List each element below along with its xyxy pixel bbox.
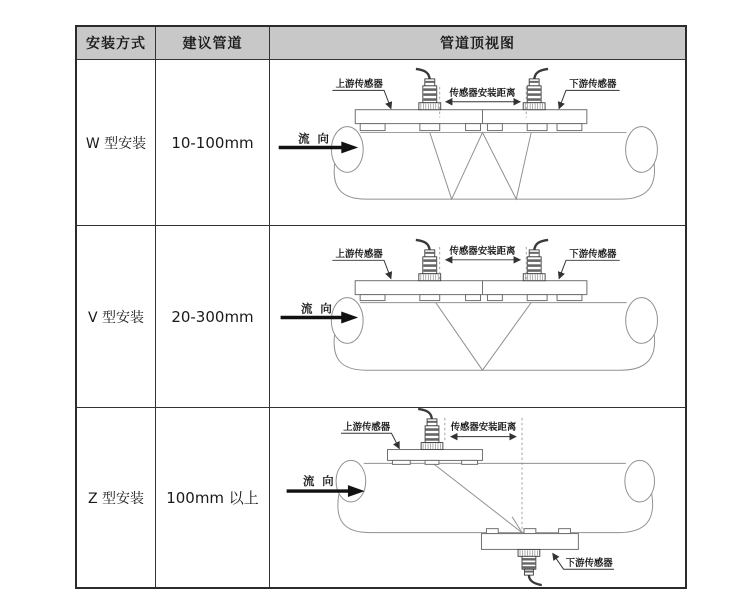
row-w-diagram-cell: [270, 60, 685, 226]
row-v-pipe-size-label: 20-300mm: [171, 307, 254, 326]
row-w-method-label: W 型安装: [85, 135, 147, 152]
row-v-diagram-cell: [270, 226, 685, 408]
flow-direction-label: 流 向: [298, 131, 331, 146]
header-install-method: [77, 27, 156, 60]
z-install-diagram: [270, 408, 685, 587]
upstream-leader-arrow: [341, 433, 399, 448]
pipe-outline: [331, 127, 657, 200]
pipe-right-end-cap: [626, 298, 658, 344]
header-install-method-label: 安装方式: [86, 36, 146, 52]
header-pipe-top-view: [270, 27, 685, 60]
upstream-sensor-glyph: [416, 69, 441, 110]
v-install-diagram: [270, 226, 685, 407]
row-w-method-cell: [77, 60, 156, 226]
downstream-sensor-label: 下游传感器: [569, 248, 617, 260]
mounting-rail: [355, 110, 587, 131]
row-z-method-label: Z 型安装: [87, 490, 145, 507]
downstream-sensor-label: 下游传感器: [569, 78, 617, 90]
downstream-sensor-glyph: [523, 69, 548, 110]
row-z-pipe-size-cell: [156, 408, 270, 587]
downstream-leader-arrow: [559, 260, 620, 278]
w-beam-path: [430, 133, 531, 200]
row-z-method-cell: [77, 408, 156, 587]
sensor-distance-label: 传感器安装距离: [449, 87, 516, 99]
row-z-pipe-size-label: 100mm 以上: [166, 489, 259, 507]
upstream-mounting-rail: [388, 450, 483, 465]
flow-direction-label: 流 向: [302, 474, 336, 489]
sensor-distance-label: 传感器安装距离: [450, 421, 517, 433]
header-recommended-pipe-label: 建议管道: [182, 36, 243, 52]
row-w-pipe-size-cell: [156, 60, 270, 226]
w-install-diagram: [270, 60, 685, 225]
header-pipe-top-view-label: 管道顶视图: [440, 36, 515, 52]
pipe-right-end-cap: [625, 460, 655, 502]
downstream-leader-arrow: [559, 90, 620, 108]
row-v-method-label: V 型安装: [87, 309, 145, 326]
pipe-right-end-cap: [626, 127, 658, 173]
header-recommended-pipe: [156, 27, 270, 60]
downstream-sensor-glyph: [523, 240, 548, 281]
pipe-outline: [331, 298, 657, 371]
downstream-mounting-rail: [481, 529, 578, 550]
downstream-sensor-label: 下游传感器: [565, 558, 613, 570]
upstream-sensor-label: 上游传感器: [335, 78, 383, 90]
z-beam-path: [433, 463, 522, 532]
row-z-diagram-cell: [270, 408, 685, 587]
upstream-sensor-glyph: [418, 409, 443, 450]
downstream-sensor-glyph: [518, 549, 542, 585]
row-v-pipe-size-cell: [156, 226, 270, 408]
flow-direction-label: 流 向: [300, 301, 334, 316]
v-beam-path: [436, 303, 531, 371]
row-v-method-cell: [77, 226, 156, 408]
upstream-sensor-label: 上游传感器: [343, 421, 391, 433]
pipe-outline: [336, 460, 654, 532]
installation-methods-table: [75, 25, 687, 589]
row-w-pipe-size-label: 10-100mm: [171, 133, 254, 152]
upstream-sensor-glyph: [416, 240, 441, 281]
upstream-leader-arrow: [332, 260, 391, 278]
mounting-rail: [355, 281, 587, 301]
upstream-sensor-label: 上游传感器: [335, 248, 383, 260]
sensor-distance-label: 传感器安装距离: [449, 245, 516, 257]
upstream-leader-arrow: [332, 90, 391, 108]
